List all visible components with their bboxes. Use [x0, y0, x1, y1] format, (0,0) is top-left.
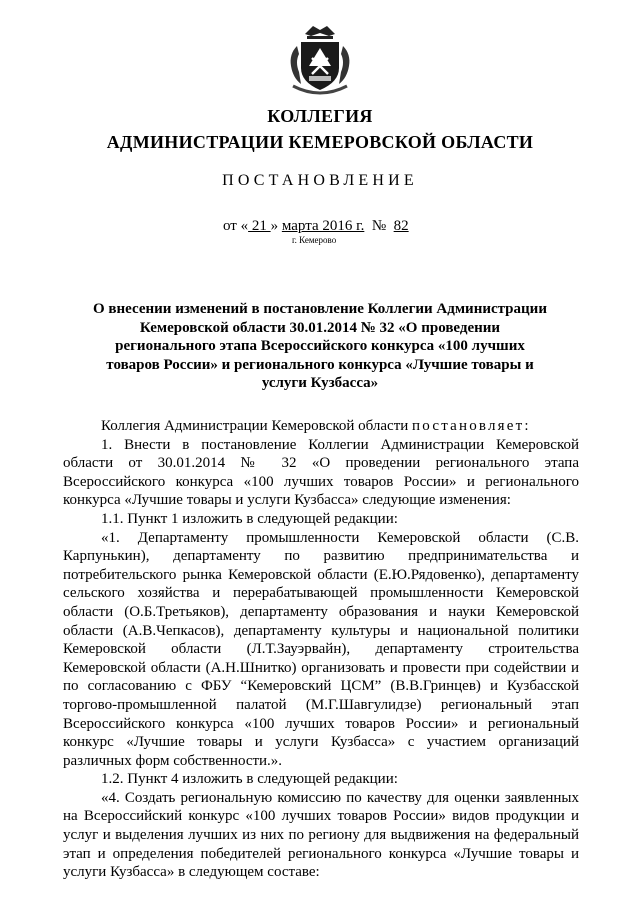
city-label: г. Кемерово: [292, 235, 337, 245]
date-mid: »: [270, 218, 282, 234]
date-number-line: [223, 218, 409, 235]
document-title: О внесении изменений в постановление Коллегии Администрации Кемеровской области 30.01.2014 № 32 «О проведении регионального этапа Всероссийского конкурса «100 лучших товаров России» и регионального конкурса «Лучшие товары и услуги Кузбасса»: [93, 301, 547, 391]
date-prefix: от «: [223, 218, 249, 234]
organization-name-line1: КОЛЛЕГИЯ: [267, 106, 373, 126]
document-type: ПОСТАНОВЛЕНИЕ: [222, 172, 418, 189]
coat-of-arms-icon: [285, 20, 355, 100]
date-day: 21: [248, 218, 271, 234]
intro-verb: постановляет:: [412, 418, 531, 434]
intro-lead: Коллегия Администрации Кемеровской области: [101, 418, 413, 434]
paragraph-1-1-text: «1. Департаменту промышленности Кемеровской области (С.В. Карпунькин), департаменту по развитию предпринимательства и потребительского рынка Кемеровской области (Е.Ю.Рядовенко), департаменту сельского хозяйства и перерабатывающей промышленности Кемеровской области (О.Б.Третьяков), департаменту образования и науки Кемеровской области (А.В.Чепкасов), департаменту культуры и национальной политики Кемеровской области (Л.Т.Зауэрвайн), департаменту строительства Кемеровской области (А.Н.Шнитко) организовать и провести при содействии и по согласованию с ФБУ “Кемеровский ЦСМ” (В.В.Гринцев) и Кузбасской торгово-промышленной палатой (М.Г.Шавгулидзе) региональный этап Всероссийского конкурса «100 лучших товаров России» и региональный конкурс «Лучшие товары и услуги Кузбасса» с участием организаций различных форм собственности.».: [63, 529, 579, 769]
paragraph-1-2-heading: 1.2. Пункт 4 изложить в следующей редакции:: [101, 771, 398, 788]
paragraph-1: 1. Внести в постановление Коллегии Администрации Кемеровской области от 30.01.2014 № 32 «О проведении регионального этапа Всероссийского конкурса «100 лучших товаров России» и регионального конкурса «Лучшие товары и услуги Кузбасса» следующие изменения:: [63, 436, 579, 509]
paragraph-1-1-heading: 1.1. Пункт 1 изложить в следующей редакции:: [101, 510, 398, 527]
date-month-year: марта 2016 г.: [281, 218, 365, 234]
intro-paragraph: [63, 417, 579, 436]
paragraph-1-2-text: «4. Создать региональную комиссию по качеству для оценки заявленных на Всероссийский конкурс «100 лучших товаров России» видов продукции и услуг и выделения лучших из них по региону для выдвижения на федеральный этап и определения победителей регионального конкурса «Лучшие товары и услуги Кузбасса» в следующем составе:: [63, 789, 579, 881]
document-number: 82: [393, 218, 409, 234]
document-body: [63, 417, 579, 882]
number-sign: №: [364, 218, 394, 234]
organization-name-line2: АДМИНИСТРАЦИИ КЕМЕРОВСКОЙ ОБЛАСТИ: [106, 132, 534, 152]
